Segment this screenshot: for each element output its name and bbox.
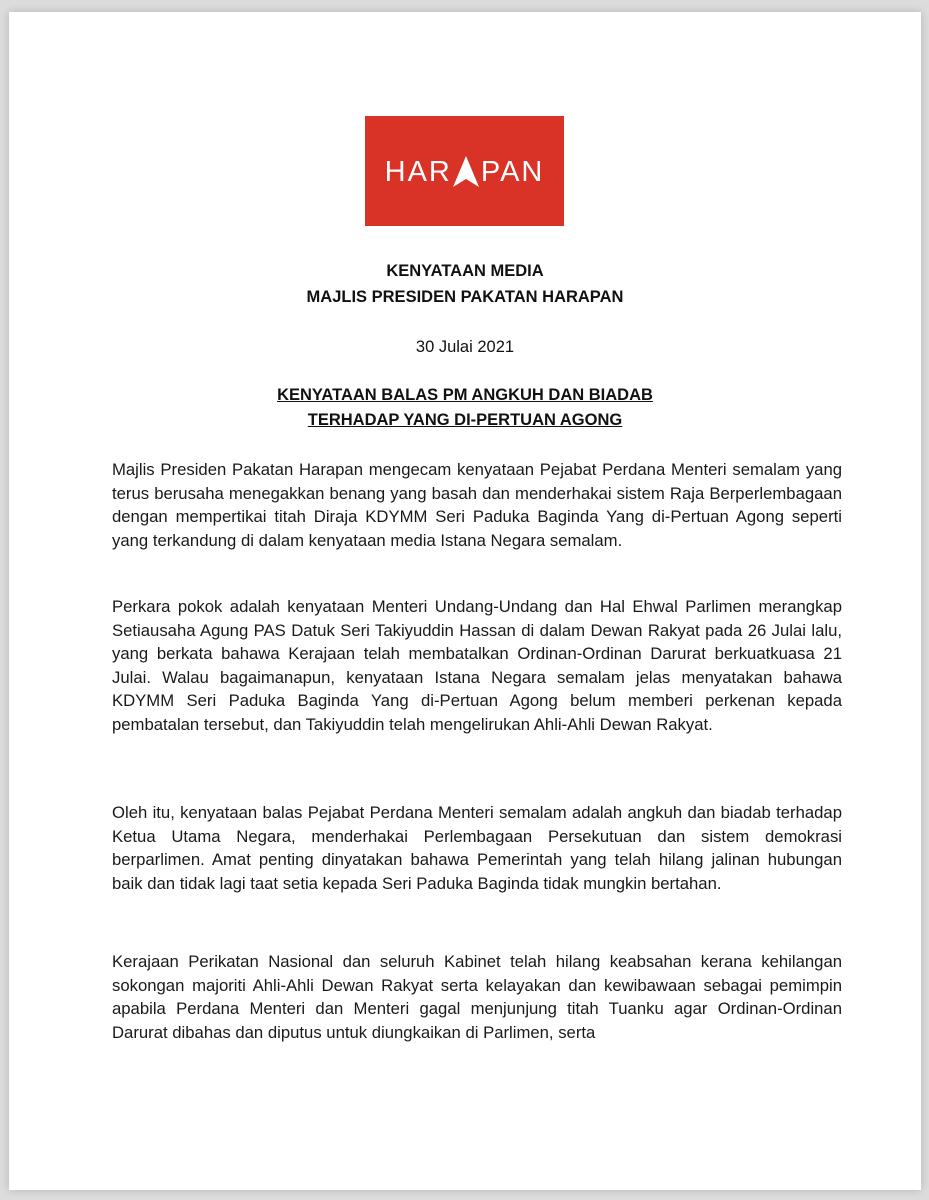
document-page: [9, 12, 921, 1190]
logo-text-right: PAN: [480, 155, 545, 188]
harapan-logo-wordmark: [385, 156, 545, 187]
paragraph-2: Perkara pokok adalah kenyataan Menteri Undang-Undang dan Hal Ehwal Parlimen merangkap Setiausaha Agung PAS Datuk Seri Takiyuddin Hassan di dalam Dewan Rakyat pada 26 Julai lalu, yang berkata bahawa Kerajaan telah membatalkan Ordinan-Ordinan Darurat berkuatkuasa 21 Julai. Walau bagaimanapun, kenyataan Istana Negara semalam jelas menyatakan bahawa KDYMM Seri Paduka Baginda Yang di-Pertuan Agong belum memberi perkenan kepada pembatalan tersebut, dan Takiyuddin telah mengelirukan Ahli-Ahli Dewan Rakyat.: [112, 597, 842, 734]
header-line-2: MAJLIS PRESIDEN PAKATAN HARAPAN: [306, 288, 624, 306]
statement-title-line-1: KENYATAAN BALAS PM ANGKUH DAN BIADAB: [277, 386, 653, 404]
statement-date: 30 Julai 2021: [415, 338, 515, 356]
header-line-1: KENYATAAN MEDIA: [386, 262, 544, 280]
paragraph-1: Majlis Presiden Pakatan Harapan mengecam kenyataan Pejabat Perdana Menteri semalam yang terus berusaha menegakkan benang yang basah dan menderhakai sistem Raja Berperlembagaan dengan mempertikai titah Diraja KDYMM Seri Paduka Baginda Yang di-Pertuan Agong seperti yang terkandung di dalam kenyataan media Istana Negara semalam.: [112, 460, 842, 550]
paragraph-4: Kerajaan Perikatan Nasional dan seluruh Kabinet telah hilang keabsahan kerana kehilangan sokongan majoriti Ahli-Ahli Dewan Rakyat serta kelayakan dan kewibawaan sebagai pemimpin apabila Perdana Menteri dan Menteri gagal menjunjung titah Tuanku agar Ordinan-Ordinan Darurat dibahas dan diputus untuk diungkaikan di Parlimen, serta: [112, 952, 842, 1042]
paragraph-3: Oleh itu, kenyataan balas Pejabat Perdana Menteri semalam adalah angkuh dan biadab terhadap Ketua Utama Negara, menderhakai Perlembagaan Persekutuan dan sistem demokrasi berparlimen. Amat penting dinyatakan bahawa Pemerintah yang telah hilang jalinan hubungan baik dan tidak lagi taat setia kepada Seri Paduka Baginda tidak mungkin bertahan.: [112, 803, 842, 893]
logo-text-left: HAR: [384, 155, 452, 188]
harapan-logo: [365, 116, 564, 226]
harapan-arrow-icon: [453, 156, 479, 187]
statement-title-line-2: TERHADAP YANG DI-PERTUAN AGONG: [307, 411, 623, 429]
